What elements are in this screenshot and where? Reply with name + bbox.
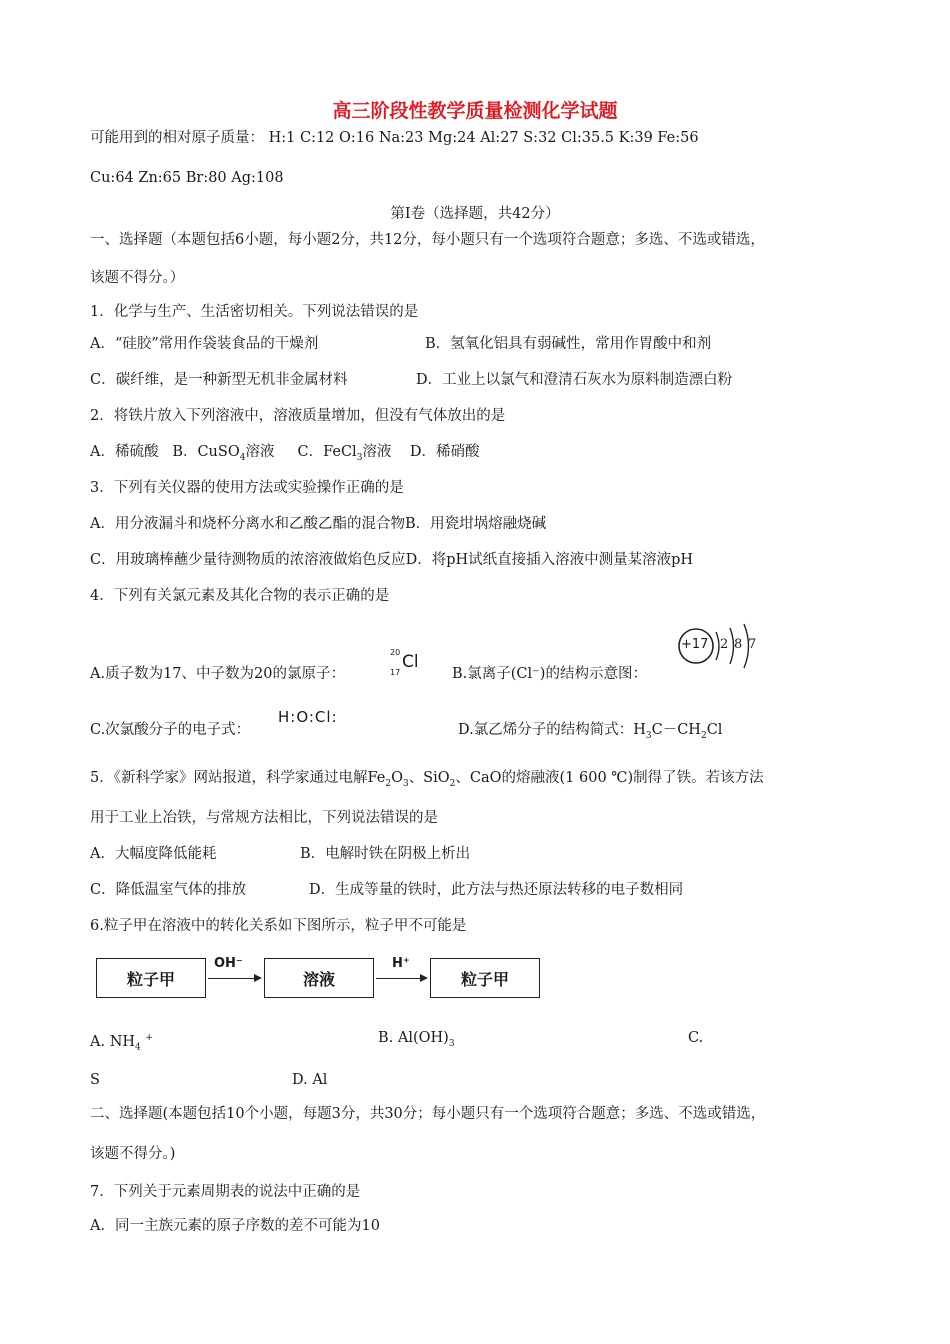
- question-5-option-d: D．生成等量的铁时，此方法与热还原法转移的电子数相同: [309, 882, 684, 898]
- question-1-option-a: A．“硅胶”常用作袋装食品的干燥剂: [90, 336, 319, 352]
- flow-box-solution: 溶液: [264, 958, 374, 998]
- question-1-option-d: D．工业上以氯气和澄清石灰水为原料制造漂白粉: [416, 372, 733, 388]
- question-4-option-a: A.质子数为17、中子数为20的氯原子：: [90, 666, 345, 682]
- volume-heading: 第Ⅰ卷（选择题，共42分）: [390, 206, 560, 222]
- question-5-stem: 5．《新科学家》网站报道，科学家通过电解$Fe_2O_3$、SiO$_2$、CaO的熔融液(1 600 ℃)制得了铁。若该方法: [90, 770, 764, 789]
- shell-arc-1: [716, 632, 719, 660]
- question-6-option-c: C.: [688, 1030, 704, 1046]
- question-2-option-c: C．FeCl$_3$溶液: [297, 444, 392, 463]
- question-1-stem: 1．化学与生产、生活密切相关。下列说法错误的是: [90, 304, 419, 320]
- shell-3-electrons: 7: [748, 637, 757, 652]
- question-5-stem-cont: 用于工业上冶铁，与常规方法相比，下列说法错误的是: [90, 810, 438, 826]
- question-6-option-a: A. $NH_4$ +: [90, 1033, 153, 1053]
- question-2-stem: 2．将铁片放入下列溶液中，溶液质量增加，但没有气体放出的是: [90, 408, 506, 424]
- question-4-option-c: C.次氯酸分子的电子式：: [90, 722, 251, 738]
- question-6-stem: 6.粒子甲在溶液中的转化关系如下图所示，粒子甲不可能是: [90, 918, 467, 934]
- flow-arrow-2: [376, 978, 426, 979]
- shell-2-electrons: 8: [734, 637, 743, 652]
- question-2-option-a: A．稀硫酸: [90, 444, 159, 460]
- question-3-options-cd: C．用玻璃棒蘸少量待测物质的浓溶液做焰色反应D．将pH试纸直接插入溶液中测量某溶液pH: [90, 552, 694, 568]
- question-6-option-c-cont: S: [90, 1072, 100, 1088]
- hypochlorous-acid-electron-formula: H:O:Cl:: [278, 708, 338, 726]
- question-1-option-b: B．氢氧化铝具有弱碱性，常用作胃酸中和剂: [425, 336, 712, 352]
- question-7-option-a: A．同一主族元素的原子序数的差不可能为10: [90, 1218, 380, 1234]
- question-7-stem: 7．下列关于元素周期表的说法中正确的是: [90, 1184, 361, 1200]
- section1-instructions: 一、选择题（本题包括6小题，每小题2分，共12分，每小题只有一个选项符合题意；多选、不选或错选，: [90, 232, 765, 248]
- question-4-stem: 4．下列有关氯元素及其化合物的表示正确的是: [90, 588, 390, 604]
- chloride-ion-structure-diagram: [676, 622, 760, 672]
- question-2-option-b: B．CuSO$_4$溶液: [172, 444, 275, 463]
- question-4-option-b: B.氯离子(Cl⁻)的结构示意图：: [452, 666, 647, 682]
- question-2-options: [90, 442, 480, 468]
- section2-instructions-cont: 该题不得分。): [90, 1146, 176, 1162]
- atomic-masses-line2: Cu:64 Zn:65 Br:80 Ag:108: [90, 170, 284, 186]
- section2-instructions: 二、选择题(本题包括10个小题，每题3分，共30分；每小题只有一个选项符合题意；多选、不选或错选，: [90, 1106, 766, 1122]
- question-5-option-a: A．大幅度降低能耗: [90, 846, 217, 862]
- chlorine-isotope-notation: 20 17 Cl: [390, 648, 419, 677]
- atomic-masses-line1: 可能用到的相对原子质量： H:1 C:12 O:16 Na:23 Mg:24 Al:27 S:32 Cl:35.5 K:39 Fe:56: [90, 130, 699, 146]
- nucleus-charge: +17: [681, 637, 709, 652]
- section1-instructions-cont: 该题不得分。）: [90, 270, 185, 286]
- question-6-option-d: D. Al: [292, 1072, 328, 1088]
- shell-1-electrons: 2: [720, 637, 729, 652]
- shell-arc-2: [730, 628, 734, 664]
- flow-box-particle-start: 粒子甲: [96, 958, 206, 998]
- question-1-option-c: C．碳纤维，是一种新型无机非金属材料: [90, 372, 348, 388]
- flow-arrow-1: [208, 978, 260, 979]
- question-5-option-c: C．降低温室气体的排放: [90, 882, 247, 898]
- flow-box-particle-end: 粒子甲: [430, 958, 540, 998]
- question-3-options-ab: A．用分液漏斗和烧杯分离水和乙酸乙酯的混合物B．用瓷坩埚熔融烧碱: [90, 516, 547, 532]
- page-title: 高三阶段性教学质量检测化学试题: [332, 100, 618, 122]
- flow-arrow-2-label: H⁺: [392, 956, 410, 971]
- question-6-option-b: B. $Al(OH)_3$: [378, 1030, 455, 1049]
- question-5-option-b: B．电解时铁在阴极上析出: [300, 846, 471, 862]
- question-4-option-d: D.氯乙烯分子的结构简式：$H_3C-CH_2Cl$: [458, 722, 723, 741]
- question-3-stem: 3．下列有关仪器的使用方法或实验操作正确的是: [90, 480, 404, 496]
- question-2-option-d: D．稀硝酸: [409, 444, 480, 460]
- flow-arrow-1-label: OH⁻: [214, 956, 243, 971]
